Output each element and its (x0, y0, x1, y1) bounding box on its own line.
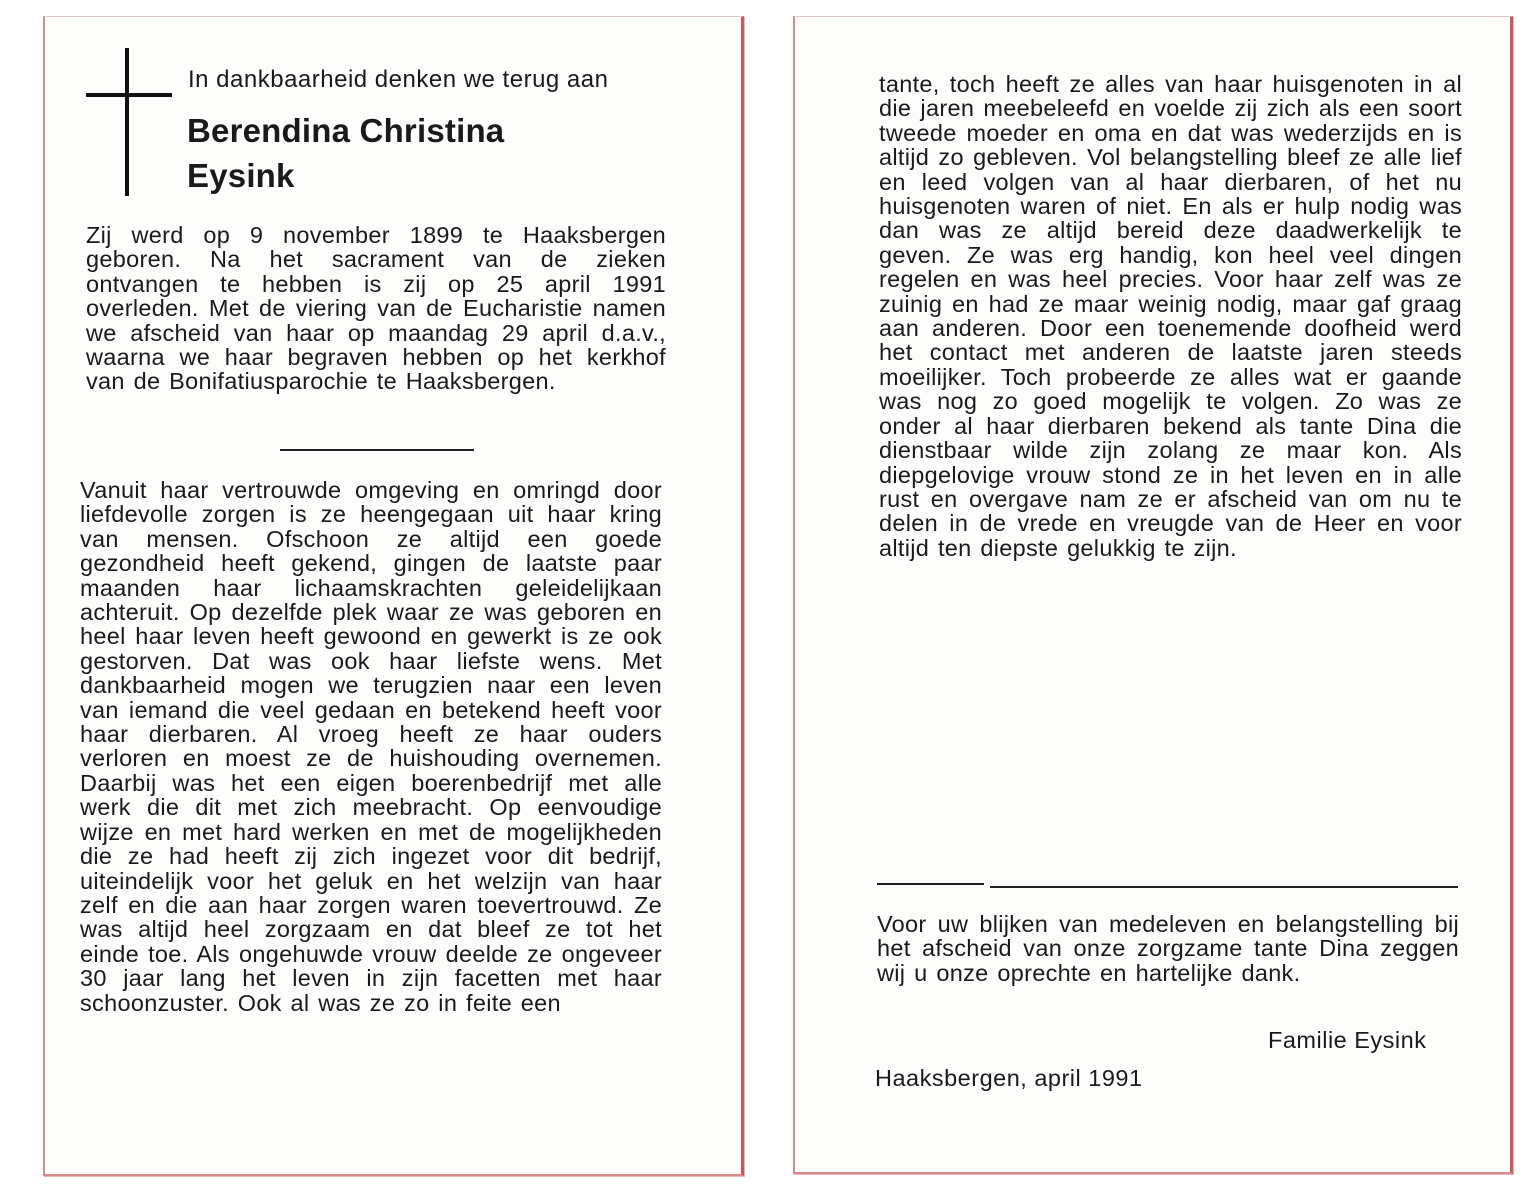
memorial-text-paragraph: Vanuit haar vertrouwde omgeving en omringd door liefdevolle zorgen is ze heengegaan uit haar kring van mensen. Ofschoon ze altijd een goede gezondheid heeft gekend, gingen de laatste paar maanden haar lichaamskrachten geleidelijkaan achteruit. Op dezelfde plek waar ze was geboren en heel haar leven heeft gewoond en gewerkt is ze ook gestorven. Dat was ook haar liefste wens. Met dankbaarheid mogen we terugzien naar een leven van iemand die veel gedaan en betekend heeft voor haar dierbaren. Al vroeg heeft ze haar ouders verloren en moest ze de huishouding overnemen. Daarbij was het een eigen boerenbedrijf met alle werk die dit met zich meebracht. Op eenvoudige wijze en met hard werken en met de mogelijkheden die ze had heeft zij zich ingezet voor dit bedrijf, uiteindelijk voor het geluk en het welzijn van haar zelf en die aan haar zorgen waren toevertrouwd. Ze was altijd heel zorgzaam en dat bleef ze tot het einde toe. Als ongehuwde vrouw deelde ze ongeveer 30 jaar lang het leven in zijn facetten met haar schoonzuster. Ook al was ze zo in feite een (80, 477, 662, 1016)
family-signature: Familie Eysink (1268, 1027, 1427, 1053)
biography-paragraph: Zij werd op 9 november 1899 te Haaksbergen geboren. Na het sacrament van de zieken ontvangen te hebben is zij op 25 april 1991 overleden. Met de viering van de Eucharistie namen we afscheid van haar op maandag 29 april d.a.v., waarna we haar begraven hebben op het kerkhof van de Bonifatiusparochie te Haaksbergen. (86, 222, 666, 395)
divider-line-short (877, 883, 984, 885)
divider-line (280, 449, 474, 451)
memorial-text-continued: tante, toch heeft ze alles van haar huisgenoten in al die jaren meebeleefd en voelde zij zich als een soort tweede moeder en oma en dat was wederzijds en is altijd zo gebleven. Vol belangstelling bleef ze alle lief en leed volgen van al haar dierbaren, of het nu huisgenoten waren of niet. En als er hulp nodig was dan was ze altijd bereid deze daadwerkelijk te geven. Ze was erg handig, kon heel veel dingen regelen en was heel precies. Voor haar zelf was ze zuinig en had ze maar weinig nodig, maar gaf graag aan anderen. Door een toenemende doofheid werd het contact met anderen de laatste jaren steeds moeilijker. Toch probeerde ze alles wat er gaande was nog zo goed mogelijk te volgen. Zo was ze onder al haar dierbaren bekend als tante Dina die dienstbaar wilde zijn zolang ze maar kon. Als diepgelovige vrouw stond ze in het leven en in alle rust en overgave nam ze er afscheid van om nu te delen in de vrede en vreugde van de Heer en voor altijd ten diepste gelukkig te zijn. (879, 71, 1462, 561)
deceased-name-last: Eysink (187, 157, 295, 194)
intro-line: In dankbaarheid denken we terug aan (188, 66, 609, 93)
thanks-paragraph: Voor uw blijken van medeleven en belangstelling bij het afscheid van onze zorgzame tante Dina zeggen wij u onze oprechte en hartelijke dank. (877, 911, 1459, 986)
cross-icon-horizontal (86, 93, 172, 97)
place-and-date: Haaksbergen, april 1991 (875, 1065, 1143, 1091)
cross-icon-vertical (125, 48, 129, 196)
deceased-name-first: Berendina Christina (187, 112, 505, 149)
divider-line-long (990, 886, 1458, 888)
